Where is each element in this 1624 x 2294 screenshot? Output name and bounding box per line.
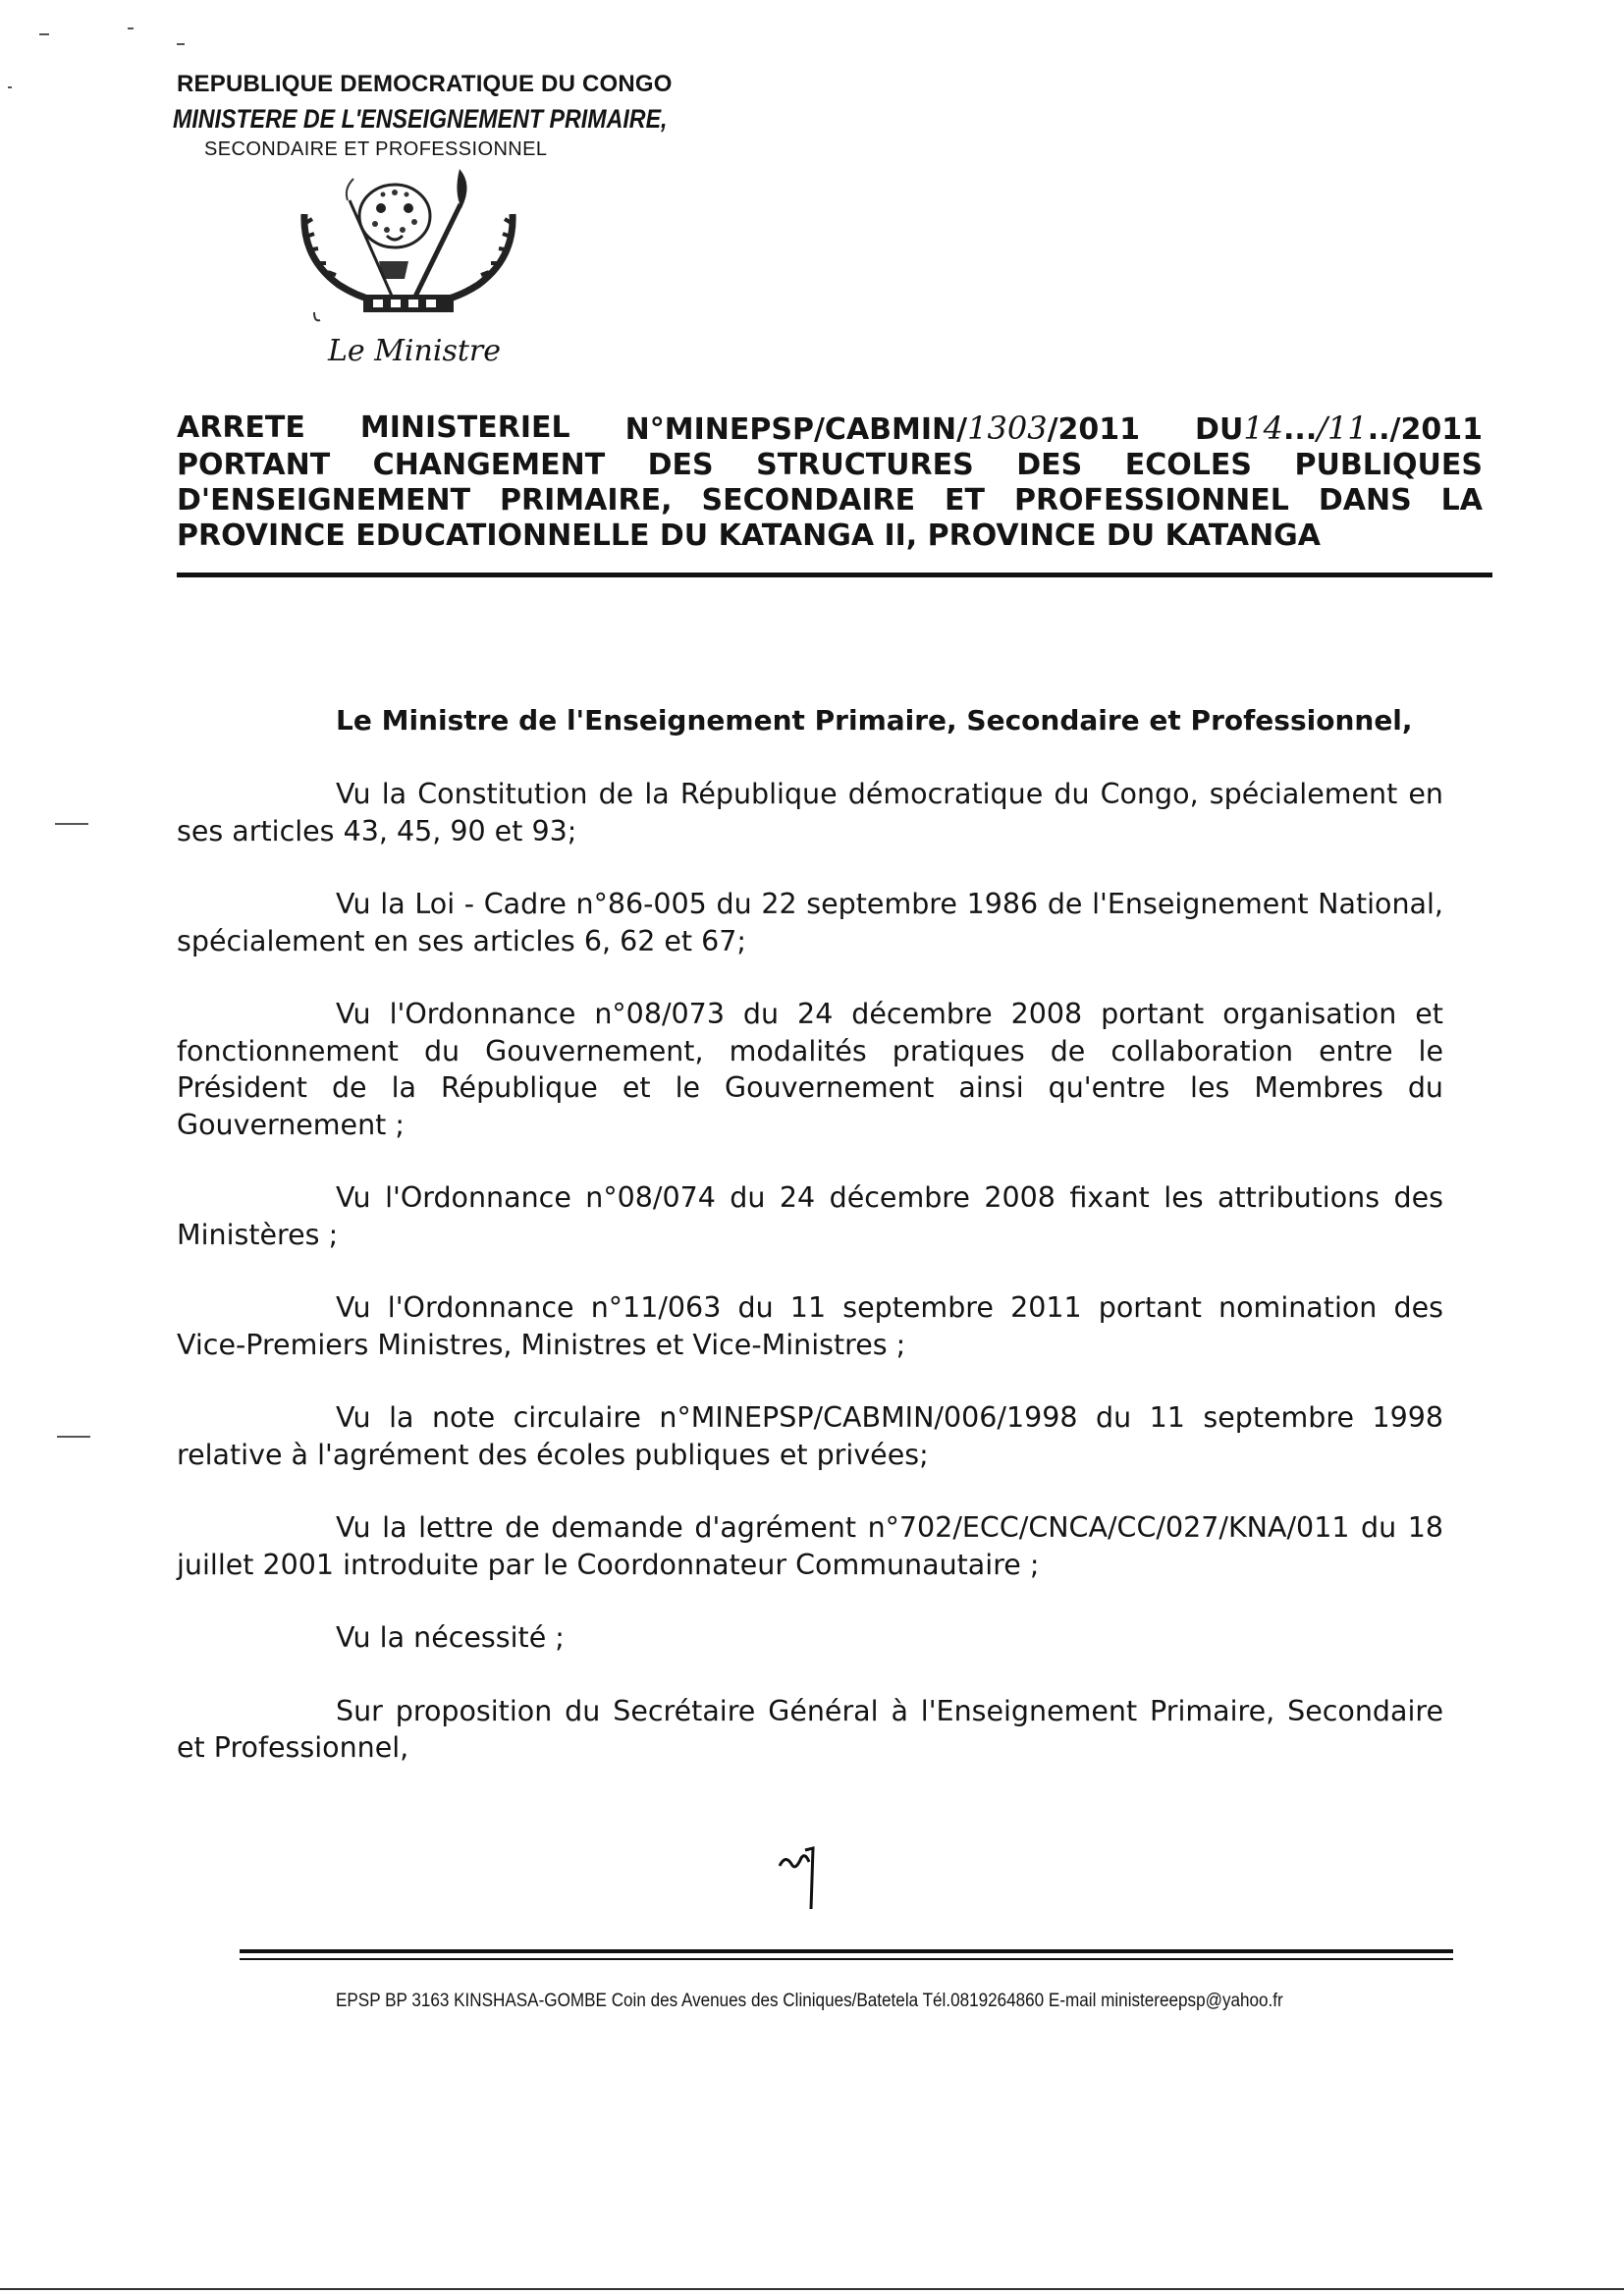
title-word: MINISTERIEL	[359, 410, 570, 445]
handwritten-page-mark-icon	[776, 1844, 825, 1913]
title-word: ET	[945, 483, 986, 518]
header-republic: REPUBLIQUE DEMOCRATIQUE DU CONGO	[177, 71, 673, 97]
title-decree-number: N°MINEPSP/CABMIN/1303/2011	[624, 410, 1141, 447]
title-word: SECONDAIRE	[701, 483, 916, 518]
title-word: DANS	[1318, 483, 1412, 518]
title-row-3	[177, 483, 1483, 519]
title-word: PRIMAIRE,	[500, 483, 673, 518]
footer-divider	[240, 1949, 1453, 1953]
header-ministry: MINISTERE DE L'ENSEIGNEMENT PRIMAIRE,	[173, 104, 668, 134]
title-row-4	[177, 519, 1483, 554]
scan-bottom-edge	[0, 2288, 1624, 2290]
title-word: PORTANT	[177, 448, 331, 482]
title-word: D'ENSEIGNEMENT	[177, 483, 471, 518]
title-word: PUBLIQUES	[1294, 448, 1483, 482]
recital-paragraph: Vu la note circulaire n°MINEPSP/CABMIN/006/1998 du 11 septembre 1998 relative à l'agrément des écoles publiques et privées;	[177, 1401, 1443, 1471]
recital-paragraph: Vu la Loi - Cadre n°86-005 du 22 septembre 1986 de l'Enseignement National, spécialement en ses articles 6, 62 et 67;	[177, 888, 1443, 957]
title-word: ECOLES	[1124, 448, 1252, 482]
title-row-2	[177, 448, 1483, 483]
recital-paragraph: Sur proposition du Secrétaire Général à l'Enseignement Primaire, Secondaire et Professionnel,	[177, 1694, 1443, 1764]
header-ministry-sub: SECONDAIRE ET PROFESSIONNEL	[204, 138, 548, 160]
title-row-1	[177, 410, 1483, 448]
decree-title	[177, 410, 1483, 554]
scan-speck	[128, 27, 134, 29]
footer-divider-thin	[240, 1958, 1453, 1960]
recitals	[177, 776, 1443, 1803]
title-word: DES	[1016, 448, 1083, 482]
title-word: STRUCTURES	[756, 448, 974, 482]
handwritten-number: 1303	[967, 410, 1048, 447]
recital-paragraph: Vu l'Ordonnance n°11/063 du 11 septembre 2011 portant nomination des Vice-Premiers Ministres, Ministres et Vice-Ministres ;	[177, 1291, 1443, 1361]
recital-paragraph: Vu la Constitution de la République démocratique du Congo, spécialement en ses articles 43, 45, 90 et 93;	[177, 778, 1443, 847]
title-word: ARRETE	[177, 410, 305, 445]
signature-title: Le Ministre	[328, 334, 501, 368]
title-word: CHANGEMENT	[372, 448, 606, 482]
scan-speck	[57, 1436, 90, 1438]
title-word: DES	[647, 448, 714, 482]
scan-speck	[55, 823, 88, 825]
intro-line: Le Ministre de l'Enseignement Primaire, Secondaire et Professionnel,	[336, 704, 1413, 737]
title-word: PROVINCE EDUCATIONNELLE DU KATANGA II, PROVINCE DU KATANGA	[177, 519, 1322, 553]
title-divider	[177, 573, 1492, 577]
handwritten-day: 14	[1243, 410, 1284, 447]
recital-paragraph: Vu l'Ordonnance n°08/074 du 24 décembre 2008 fixant les attributions des Ministères ;	[177, 1181, 1443, 1251]
title-decree-date: DU14.../11../2011	[1195, 410, 1483, 447]
recital-paragraph: Vu la nécessité ;	[336, 1621, 565, 1654]
scan-speck	[39, 33, 49, 35]
recital-paragraph: Vu l'Ordonnance n°08/073 du 24 décembre 2008 portant organisation et fonctionnement du Gouvernement, modalités pratiques de collaboration entre le Président de la République et le Gouvernement ainsi qu'entre les Membres du Gouvernement ;	[177, 998, 1443, 1141]
footer-address: EPSP BP 3163 KINSHASA-GOMBE Coin des Avenues des Cliniques/Batetela Tél.0819264860 E-mail ministereepsp@yahoo.fr	[336, 1991, 1283, 2011]
title-word: PROFESSIONNEL	[1013, 483, 1289, 518]
title-word: LA	[1440, 483, 1483, 518]
coat-of-arms-emblem-icon	[285, 165, 530, 322]
handwritten-month: /11	[1317, 410, 1368, 447]
recital-paragraph: Vu la lettre de demande d'agrément n°702/ECC/CNCA/CC/027/KNA/011 du 18 juillet 2001 introduite par le Coordonnateur Communautaire ;	[177, 1511, 1443, 1581]
scan-speck	[177, 43, 185, 45]
scan-speck	[8, 86, 12, 88]
